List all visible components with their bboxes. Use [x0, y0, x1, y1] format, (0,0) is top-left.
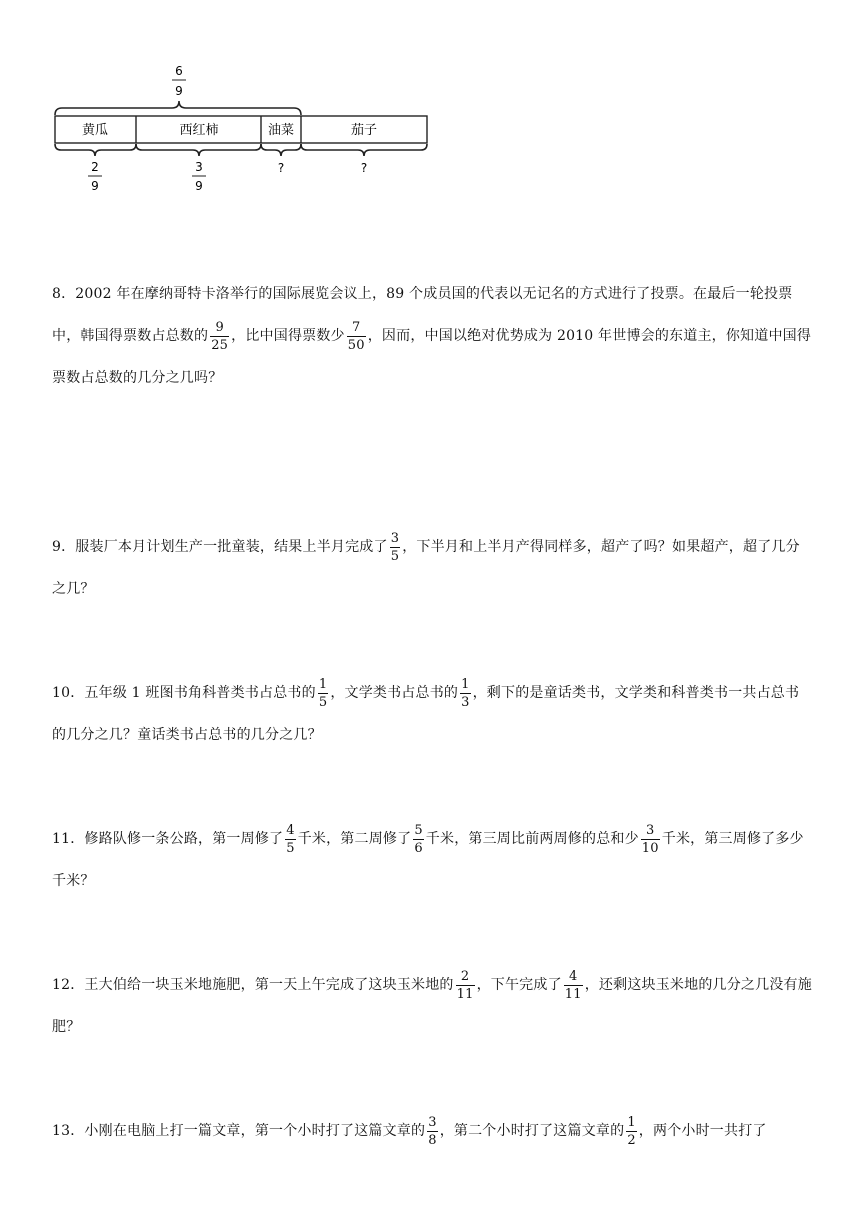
brace-eggplant — [301, 144, 427, 156]
q11-fraction-3 — [641, 824, 660, 855]
brace-cucumber — [55, 144, 136, 156]
q8-fraction-1 — [210, 321, 229, 352]
q11-text-3: 千米，第三周比前两周修的总和少 — [425, 831, 639, 847]
question-13 — [52, 1110, 812, 1152]
tomato-fraction-numerator: 3 — [195, 160, 203, 174]
q13-text-2: ，第二个小时打了这篇文章的 — [439, 1123, 625, 1139]
top-fraction-denominator: 9 — [175, 84, 183, 98]
question-11 — [52, 818, 812, 902]
segment-tomato: 西红柿 — [179, 123, 219, 138]
question-9 — [52, 526, 812, 610]
q11-f2-den: 6 — [414, 840, 423, 856]
question-12 — [52, 964, 812, 1048]
q13-f2-num: 1 — [627, 1114, 636, 1130]
q13-fraction-1 — [427, 1116, 437, 1147]
q12-f1-den: 11 — [456, 986, 474, 1002]
q11-text-2: 千米，第二周修了 — [297, 831, 412, 847]
brace-tomato — [136, 144, 261, 156]
q11-f1-den: 5 — [286, 840, 295, 856]
q9-f1-num: 3 — [390, 530, 400, 546]
q9-fraction-1 — [390, 532, 400, 563]
q10-text-2: ，文学类书占总书的 — [330, 685, 459, 701]
q8-f1-num: 9 — [210, 321, 229, 337]
q12-text-3: ，还剩这块玉米地的几分之几没有施肥？ — [52, 977, 812, 1035]
vegetable-fraction-diagram — [48, 58, 438, 198]
q13-f1-num: 3 — [428, 1114, 437, 1130]
top-fraction-numerator: 6 — [175, 64, 183, 78]
q13-f1-den: 8 — [428, 1132, 437, 1148]
q12-fraction-2 — [564, 970, 583, 1001]
q11-fraction-2 — [413, 824, 423, 855]
q8-f2-den: 50 — [347, 337, 365, 353]
q10-fraction-2 — [460, 678, 470, 709]
q10-f2-num: 1 — [461, 676, 470, 692]
q12-f2-den: 11 — [564, 986, 582, 1002]
question-8 — [52, 273, 812, 399]
q9-text-2: ，下半月和上半月产得同样多，超产了吗？如果超产，超了几分之几？ — [52, 539, 800, 597]
q10-f2-den: 3 — [461, 694, 470, 710]
q12-f2-num: 4 — [564, 970, 583, 986]
q12-text-2: ，下午完成了 — [476, 977, 562, 993]
tomato-fraction-denominator: 9 — [195, 179, 203, 193]
q11-f2-num: 5 — [414, 822, 423, 838]
q11-f3-num: 3 — [641, 824, 660, 840]
q10-text-1: 10．五年级 1 班图书角科普类书占总书的 — [52, 685, 316, 701]
brace-rape — [261, 144, 301, 156]
q10-f1-num: 1 — [318, 676, 328, 692]
q13-fraction-2 — [626, 1116, 636, 1147]
q11-text-4: 千米，第三周修了多少千米？ — [52, 831, 804, 889]
q9-f1-den: 5 — [390, 548, 400, 564]
q10-fraction-1 — [318, 678, 328, 709]
q9-text-1: 9．服装厂本月计划生产一批童装，结果上半月完成了 — [52, 539, 388, 555]
q12-text-1: 12．王大伯给一块玉米地施肥，第一天上午完成了这块玉米地的 — [52, 977, 454, 993]
segment-eggplant: 茄子 — [350, 123, 378, 138]
question-10 — [52, 672, 812, 756]
q8-fraction-2 — [347, 321, 366, 352]
q8-f2-num: 7 — [347, 321, 366, 337]
q11-fraction-1 — [285, 824, 295, 855]
q8-text-1: 8．2002 年在摩纳哥特卡洛举行的国际展览会议上，89 个成员国的代表以无记名的方式进行了投票。在最后一轮投票中，韩国得票数占总数的 — [52, 286, 793, 344]
q8-f1-den: 25 — [211, 337, 229, 353]
q8-text-3: ，因而，中国以绝对优势成为 2010 年世博会的东道主，你知道中国得票数占总数的几分之几吗？ — [52, 328, 812, 386]
cucumber-fraction-numerator: 2 — [91, 160, 99, 174]
q10-f1-den: 5 — [318, 694, 328, 710]
top-brace — [55, 101, 301, 115]
segment-rape: 油菜 — [267, 123, 295, 138]
q13-f2-den: 2 — [627, 1132, 636, 1148]
cucumber-fraction-denominator: 9 — [91, 179, 99, 193]
q13-text-1: 13．小刚在电脑上打一篇文章，第一个小时打了这篇文章的 — [52, 1123, 426, 1139]
q11-text-1: 11．修路队修一条公路，第一周修了 — [52, 831, 284, 847]
q11-f1-num: 4 — [286, 822, 295, 838]
q12-f1-num: 2 — [456, 970, 475, 986]
q12-fraction-1 — [456, 970, 475, 1001]
q11-f3-den: 10 — [641, 840, 659, 856]
eggplant-unknown: ? — [360, 161, 368, 175]
rape-unknown: ? — [277, 161, 285, 175]
q10-text-3: ，剩下的是童话类书，文学类和科普类书一共占总书的几分之几？童话类书占总书的几分之几？ — [52, 685, 800, 743]
q13-text-3: ，两个小时一共打了 — [638, 1123, 767, 1139]
segment-cucumber: 黄瓜 — [81, 123, 109, 138]
q8-text-2: ，比中国得票数少 — [231, 328, 345, 344]
